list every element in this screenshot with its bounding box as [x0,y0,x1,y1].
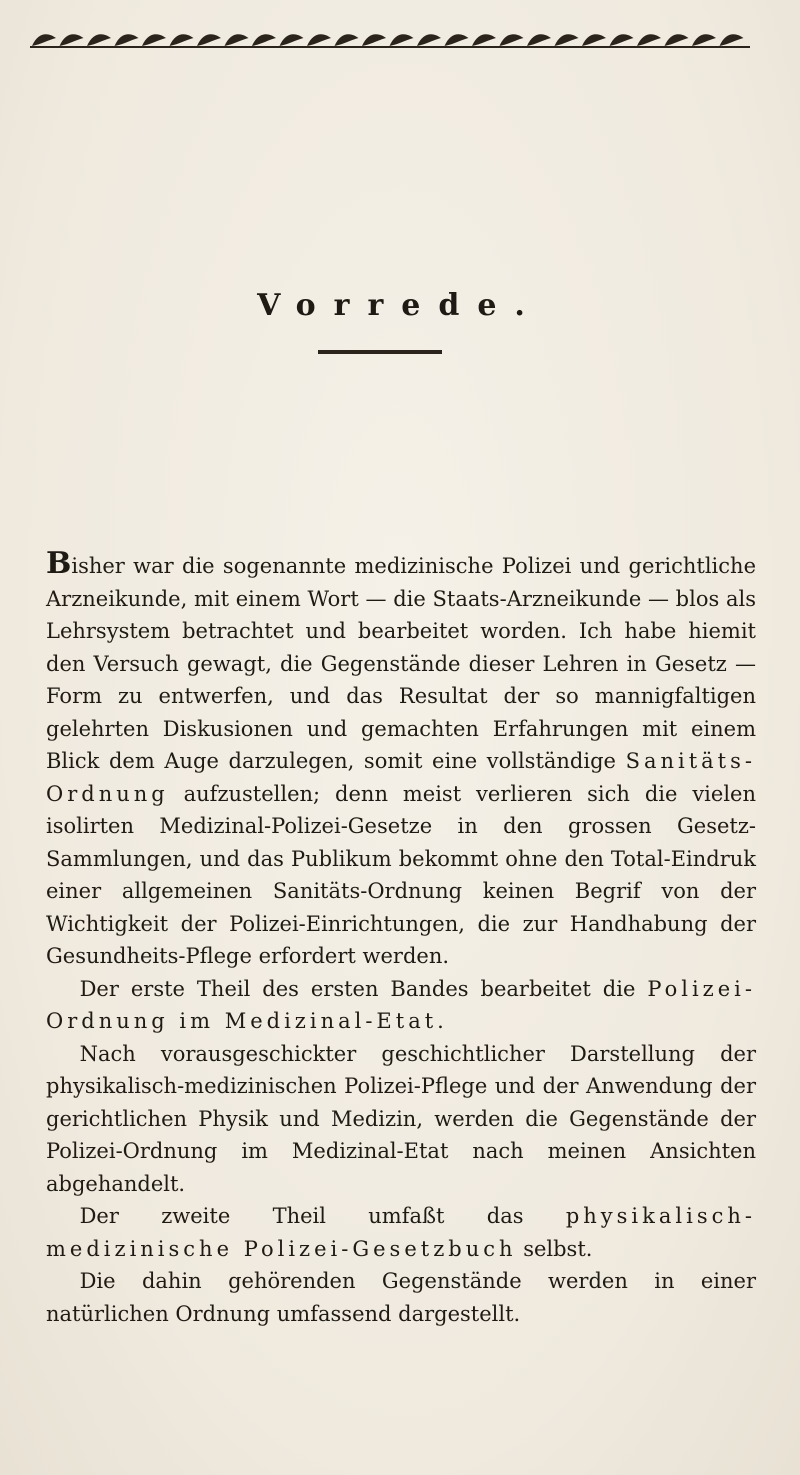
paragraph [46,548,756,973]
text-run: selbst. [516,1236,593,1261]
paragraph [46,1265,756,1330]
ornament-leaf [32,34,56,46]
ornament-line [30,46,750,48]
ornament-leaf [142,34,166,46]
ornament-leaf [170,34,194,46]
drop-cap: B [46,546,72,581]
ornament-leaf [665,34,689,46]
page-title: Vorrede. [257,288,543,323]
ornament-leaf [252,34,276,46]
ornament-leaf [307,34,331,46]
preface-text [46,548,756,1330]
ornament-leaf [555,34,579,46]
ornament-leaf [60,34,84,46]
spaced-emphasis: Polizei-Ordnung im Medizinal-Etat. [46,976,756,1033]
ornament-leaf [335,34,359,46]
ornament-leaf [362,34,386,46]
ornamental-border [30,28,750,54]
ornament-leaf [280,34,304,46]
ornament-leaf [720,34,744,46]
ornament-leaf [582,34,606,46]
text-run: isher war die sogenannte medizinische Polizei und gerichtliche Arzneikunde, mit einem Wort — die Staats-Arzneikunde — blos als Lehrsystem betrachtet und bearbeitet worden. Ich habe hiemit den Versuch gewagt, die Gegenstände dieser Lehren in Gesetz — Form zu entwerfen, und das Resultat der so mannigfaltigen gelehrten Diskusionen und gemachten Erfahrungen mit einem Blick dem Auge darzulegen, somit eine vollständige [46,554,756,773]
spaced-emphasis: Sanitäts-Ordnung [46,749,756,806]
spaced-emphasis: physikalisch-medizinische Polizei-Gesetzbuch [46,1204,756,1261]
ornament-leaf [417,34,441,46]
ornament-leaf [197,34,221,46]
ornament-leaf [610,34,634,46]
text-run: Nach vorausgeschickter geschichtlicher Darstellung der physikalisch-medizinischen Polizei-Pflege und der Anwendung der gerichtlichen Physik und Medizin, werden die Gegenstände der Polizei-Ordnung im Medizinal-Etat nach meinen Ansichten abgehandelt. [46,1041,756,1196]
ornament-leaf [500,34,524,46]
ornament-leaf [390,34,414,46]
ornament-leaf [692,34,716,46]
paragraph [46,1038,756,1201]
paragraph [46,973,756,1038]
ornament-leaf [472,34,496,46]
text-run: Der zweite Theil umfaßt das [79,1204,566,1228]
text-run: Der erste Theil des ersten Bandes bearbeitet die [79,976,648,1001]
title-rule [318,350,442,354]
text-run: Die dahin gehörenden Gegenstände werden in einer natürlichen Ordnung umfassend dargestellt. [46,1269,756,1326]
text-run: aufzustellen; denn meist verlieren sich die vielen isolirten Medizinal-Polizei-Gesetze in den grossen Gesetz-Sammlungen, und das Publikum bekommt ohne den Total-Eindruk einer allgemeinen Sanitäts-Ordnung keinen Begrif von der Wichtigkeit der Polizei-Einrichtungen, die zur Handhabung der Gesundheits-Pflege erfordert werden. [46,781,756,968]
ornament-leaf [445,34,469,46]
paragraph [46,1200,756,1265]
ornament-leaf [225,34,249,46]
ornament-leaf [87,34,111,46]
ornament-leaf [115,34,139,46]
ornament-leaf [637,34,661,46]
ornament-leaf [527,34,551,46]
